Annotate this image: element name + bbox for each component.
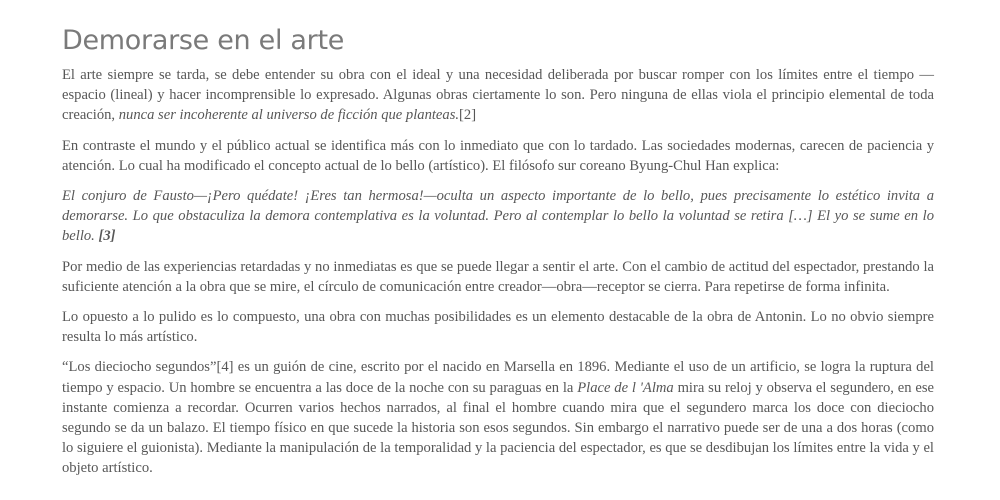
paragraph-5-after: mira su reloj y observa el segundero, en ese instante comienza a recordar. Ocurren varios hechos narrados, al final el hombre cuando mira que el segundero marca los doce con dieciocho segundo se da un balazo. El tiempo físico en que sucede la historia son esos segundos. Sin embargo el narrativo puede ser de una a dos horas (como lo siguiere el guionista). Mediante la manipulación de la temporalidad y la paciencia del espectador, es que se desdibujan los límites entre la vida y el objeto artístico. [62,379,934,477]
place-name: Place de l 'Alma [577,379,674,396]
article [62,22,934,489]
paragraph-2: En contraste el mundo y el público actual se identifica más con lo inmediato que con lo tardado. Las sociedades modernas, carecen de paciencia y atención. Lo cual ha modificado el concepto actual de lo bello (artístico). El filósofo sur coreano Byung-Chul Han explica: [62,137,934,174]
paragraph-3: Por medio de las experiencias retardadas y no inmediatas es que se puede llegar a sentir el arte. Con el cambio de actitud del espectador, prestando la suficiente atención a la obra que se mire, el círculo de comunicación entre creador—obra—receptor se cierra. Para repetirse de forma infinita. [62,258,934,295]
paragraph-5-before: “Los dieciocho segundos”[4] es un guión de cine, escrito por el nacido en Marsella en 1896. Mediante el uso de un artificio, se logra la ruptura del tiempo y espacio. Un hombre se encuentra a las doce de la noche con su paraguas en la [62,359,934,396]
footnote-ref-2[interactable]: [2] [459,107,477,124]
paragraph-4: Lo opuesto a lo pulido es lo compuesto, una obra con muchas posibilidades es un elemento destacable de la obra de Antonin. Lo no obvio siempre resulta lo más artístico. [62,309,934,346]
page-title: Demorarse en el arte [62,25,345,56]
footnote-ref-3[interactable]: [3] [98,228,116,245]
paragraph-1-text: El arte siempre se tarda, se debe entender su obra con el ideal y una necesidad deliberada por buscar romper con los límites entre el tiempo —espacio (lineal) y hacer incomprensible lo expresado. Algunas obras ciertamente lo son. Pero ninguna de ellas viola el principio elemental de toda creación, [62,67,934,124]
quote-text: El conjuro de Fausto—¡Pero quédate! ¡Eres tan hermosa!—oculta un aspecto importante de lo bello, pues precisamente lo estético invita a demorarse. Lo que obstaculiza la demora contemplativa es la voluntad. Pero al contemplar lo bello la voluntad se retira […] El yo se sume en lo bello. [62,188,934,245]
paragraph-1 [62,65,934,126]
block-quote [62,186,934,247]
paragraph-5 [62,357,934,478]
paragraph-1-emphasis: nunca ser incoherente al universo de ficción que planteas. [118,107,460,124]
